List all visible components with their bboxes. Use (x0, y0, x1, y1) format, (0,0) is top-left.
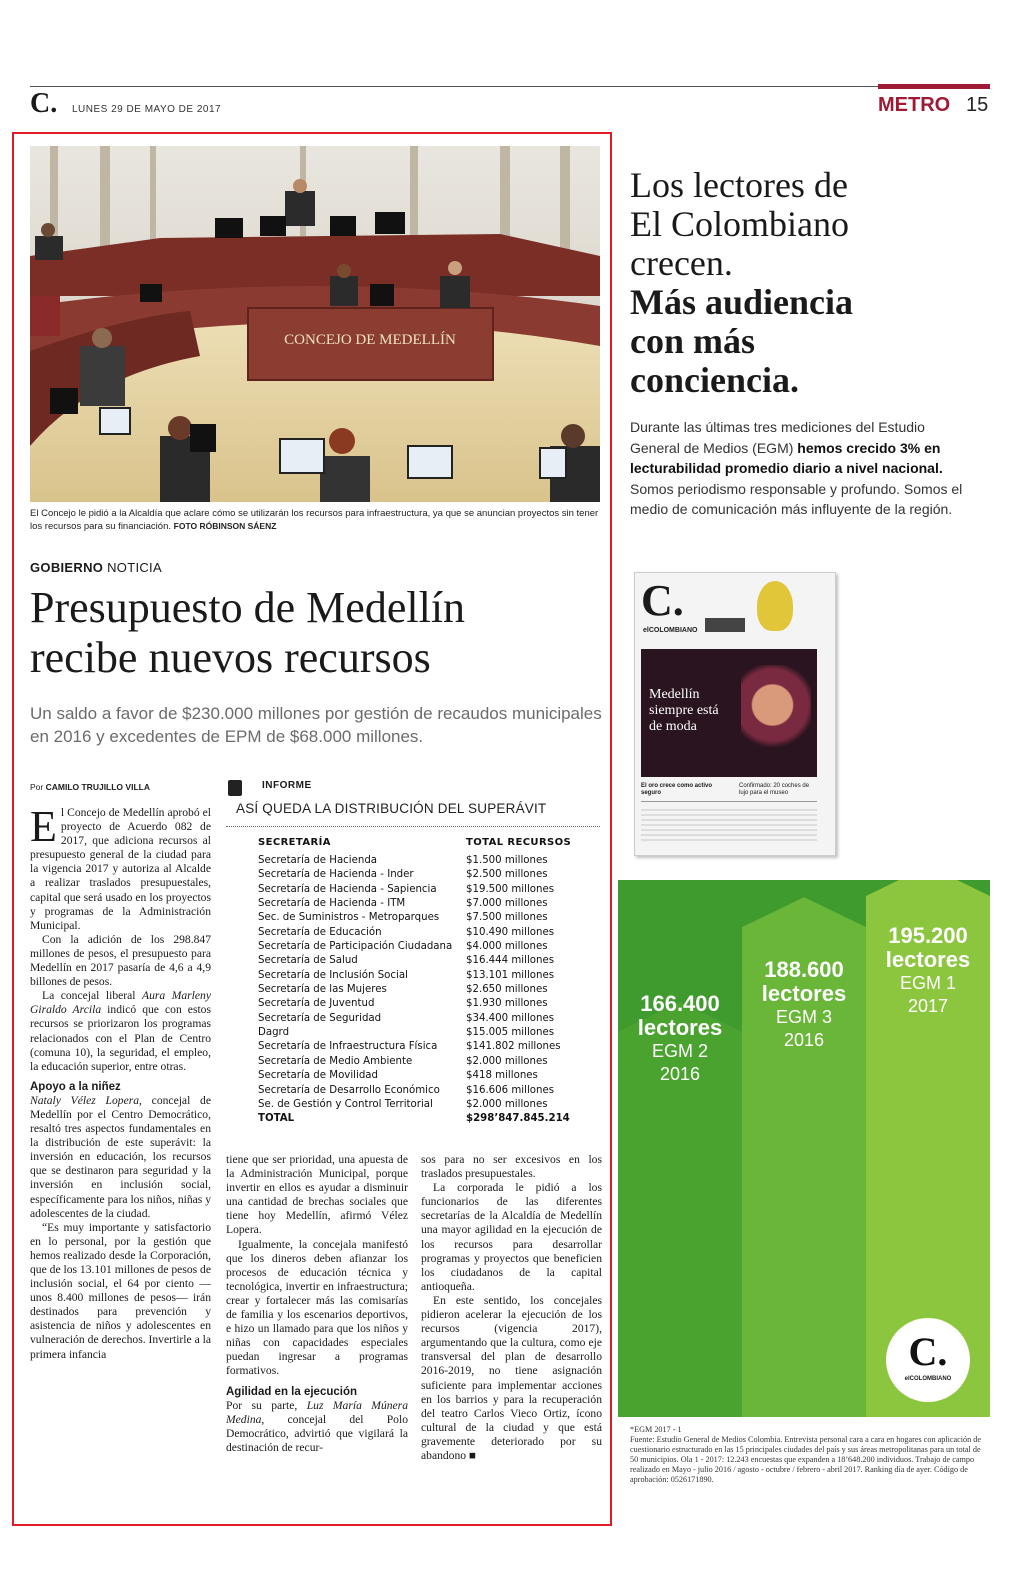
article-column-1 (30, 802, 211, 1362)
secretaria-cell: Secretaría de Participación Ciudadana (258, 941, 453, 953)
total-cell: $141.802 millones (466, 1041, 561, 1053)
cover-story-1: El oro crece como activo seguro (641, 783, 713, 796)
secretaria-cell: Secretaría de Hacienda (258, 855, 378, 866)
cover-headline-1: Medellín (649, 687, 700, 702)
paragraph-1: El Concejo de Medellín aprobó el proyecto de Acuerdo 082 de 2017, que adiciona recursos al presupuesto general de la ciudad para la vigencia 2017 y autoriza al Alcalde a realizar traslados presupuestales, capital que será usado en los proyectos y programas de la Administración Municipal. (30, 802, 211, 932)
secretaria-cell: Secretaría de Seguridad (258, 1012, 382, 1024)
total-cell: $4.000 millones (466, 941, 548, 953)
paragraph-2: Con la adición de los 298.847 millones de pesos, el presupuesto para Medellín en 2017 pasaría de 4,6 a 4,9 billones de pesos. (30, 932, 211, 989)
paragraph-9: sos para no ser excesivos en los traslados presupuestales. (421, 1153, 602, 1181)
secretaria-cell: Secretaría de Infraestructura Física (258, 1041, 438, 1053)
paragraph-10: La corporada le pidió a los funcionarios de las diferentes secretarías de la Alcaldía de Medellín una mayor agilidad en la ejecución de los recursos para desarrollar programas y proyectos que beneficien los ciudadanos de la capital antioqueña. (421, 1181, 602, 1293)
brand-name: elCOLOMBIANO (904, 1376, 952, 1382)
bar-label-egm1-2017: 195.200 lectores EGM 1 2017 (885, 923, 971, 1016)
table-row (258, 926, 598, 940)
council-photo (30, 146, 600, 502)
council-chamber-image (30, 146, 600, 502)
secretaria-cell: Secretaría de Desarrollo Económico (258, 1084, 440, 1096)
paragraph-4: Nataly Vélez Lopera, concejal de Medellín por el Centro Democrático, resaltó tres aspectos fundamentales en la distribución de este superávit: la inversión en educación, los recursos que se destinaron para seguridad y la inversión en inclusión social, específicamente para los niños, niñas y adolescentes de la ciudad. (30, 1093, 211, 1220)
headline (30, 583, 610, 683)
section-name: METRO (878, 94, 951, 116)
ad-headline: Los lectores de El Colombiano crecen. Más audiencia con más conciencia. (630, 165, 854, 400)
informe-divider (226, 826, 600, 827)
section-color-bar (878, 84, 990, 89)
headline-line-2: recibe nuevos recursos (30, 633, 431, 682)
table-row (258, 1084, 598, 1098)
dropcap: E (30, 802, 57, 851)
table-row (258, 1026, 598, 1040)
table-row (258, 969, 598, 983)
table-row (258, 1069, 598, 1083)
total-cell: $19.500 millones (466, 883, 555, 895)
table-row (258, 1055, 598, 1069)
paragraph-7: Igualmente, la concejala manifestó que los dineros deben afianzar los procesos de educación técnica y tecnológica, invertir en infraestructura; crear y fortalecer más las comisarías de familia y los escenarios deportivos, e hizo un llamado para que los niños y niñas con capacidades especiales puedan ingresar a programas formativos. (226, 1237, 408, 1378)
cover-headline-2: siempre está (649, 703, 719, 718)
table-row (258, 897, 598, 911)
secretaria-cell: Secretaría de Medio Ambiente (258, 1055, 413, 1067)
dateline: LUNES 29 DE MAYO DE 2017 (72, 104, 222, 115)
total-cell: $2.000 millones (466, 1055, 548, 1067)
table-header (258, 836, 598, 854)
deck: Un saldo a favor de $230.000 millones por gestión de recaudos municipales en 2016 y excedentes de EPM de $68.000 millones. (30, 704, 602, 746)
footnote-mark: *EGM 2017 - 1 (630, 1425, 682, 1434)
footnote-text: Fuente: Estudio General de Medios Colombia. Entrevista personal cara a cara en hogares con aplicación de cuestionario estructurado en las 15 principales ciudades del país y sus áreas metropolitanas para un total de 50 municipios. Ola 1 - 2017: 12.243 encuestas que expanden a 18’648.200 individuos. Trabajo de campo realizado en Mayo - julio 2016 / agosto - octubre / febrero - abril 2017. Ranking día de ayer. Código de aprobación: 0526171890. (630, 1435, 982, 1484)
ad-footnote (630, 1425, 986, 1485)
informe-title: ASÍ QUEDA LA DISTRIBUCIÓN DEL SUPERÁVIT (236, 801, 547, 816)
total-cell: $7.500 millones (466, 912, 548, 924)
table-row (258, 883, 598, 897)
table-row (258, 911, 598, 925)
newspaper-cover-image (634, 572, 836, 856)
total-cell: $10.490 millones (466, 926, 555, 938)
caption-text: El Concejo le pidió a la Alcaldía que aclare cómo se utilizarán los recursos para infraestructura, ya que se anuncian proyectos sin tener los recursos para su financiación. (30, 508, 599, 532)
table-row (258, 854, 598, 868)
brand-logo: C. (908, 1329, 948, 1374)
total-cell: $13.101 millones (466, 969, 555, 981)
secretaria-cell: Dagrd (258, 1027, 290, 1039)
article-column-2 (226, 1153, 408, 1455)
article-column-3 (421, 1153, 602, 1463)
secretaria-cell: Secretaría de Hacienda - ITM (258, 898, 406, 910)
photo-caption (30, 507, 600, 533)
col-header-total: TOTAL RECURSOS (466, 837, 572, 848)
informe-label: INFORME (262, 780, 312, 791)
total-value: $298’847.845.214 (466, 1113, 570, 1125)
total-cell: $7.000 millones (466, 898, 548, 910)
total-cell: $1.500 millones (466, 855, 548, 866)
paragraph-5: “Es muy importante y satisfactorio en lo personal, por la gestión que hemos realizado desde la Corporación, que de los 13.101 millones de pesos de inclusión social, el 64 por ciento —unos 8.400 millones de pesos— irán destinados para prevención y asistencia de niños y adolescentes en vulneración de derechos. Invertirle a la primera infancia (30, 1220, 211, 1361)
total-cell: $2.500 millones (466, 869, 548, 881)
page-number: 15 (966, 94, 989, 116)
total-cell: $1.930 millones (466, 998, 548, 1010)
paragraph-3: La concejal liberal Aura Marleny Giraldo Arcila indicó que con estos recursos se priorizaron los programas relacionados con el Plan de Centro (comuna 10), la seguridad, el empleo, la educación superior, entre otras. (30, 989, 211, 1073)
cover-illustration (757, 581, 793, 631)
table-row (258, 1040, 598, 1054)
paragraph-8: Por su parte, Luz María Múnera Medina, concejal del Polo Democrático, advirtió que vigilará la destinación de recur- (226, 1398, 408, 1454)
ad-body: Durante las últimas tres mediciones del Estudio General de Medios (EGM) hemos crecido 3% en lecturabilidad promedio diario a nivel nacional. Somos periodismo responsable y profundo. Somos el medio de comunicación más influyente de la región. (630, 419, 963, 517)
paragraph-11: En este sentido, los concejales pidieron acelerar la ejecución de los recursos (vigencia 2017), argumentando que la cultura, como eje transversal del plan de desarrollo 2016-2019, no tiene asignación suficiente para implementar acciones en los barrios y para la recuperación del teatro Carlos Vieco Ortiz, ícono cultural de la ciudad y que está gravemente deteriorado por su abandono ■ (421, 1293, 602, 1462)
total-label: TOTAL (258, 1113, 295, 1125)
total-cell: $34.400 millones (466, 1012, 555, 1024)
table-row (258, 1012, 598, 1026)
table-row (258, 954, 598, 968)
cover-name: elCOLOMBIANO (643, 627, 698, 634)
headline-line-1: Presupuesto de Medellín (30, 583, 466, 632)
cover-photo (641, 649, 817, 777)
paragraph-6: tiene que ser prioridad, una apuesta de la Administración Municipal, porque invertir en ellos es ayudar a disminuir una cantidad de brechas sociales que tiene hoy Medellín, afirmó Vélez Lopera. (226, 1153, 408, 1237)
bar-label-egm3-2016: 188.600 lectores EGM 3 2016 (761, 957, 847, 1050)
col-header-secretaria: SECRETARÍA (258, 837, 331, 848)
kicker: GOBIERNO NOTICIA (30, 560, 162, 575)
cover-logo: C. (641, 576, 684, 625)
cover-thumbnail (705, 618, 745, 632)
total-cell: $2.650 millones (466, 984, 548, 996)
newspaper-logo: C. (30, 88, 58, 119)
secretaria-cell: Secretaría de Inclusión Social (258, 969, 408, 981)
cover-headline-3: de moda (649, 719, 697, 734)
secretaria-cell: Secretaría de Movilidad (258, 1070, 378, 1082)
photo-credit: FOTO RÓBINSON SÁENZ (173, 521, 277, 531)
subhead-apoyo-ninez: Apoyo a la niñez (30, 1080, 121, 1093)
header-rule (30, 86, 990, 87)
secretaria-cell: Secretaría de las Mujeres (258, 984, 387, 996)
table-row (258, 997, 598, 1011)
bar-label-egm2-2016: 166.400 lectores EGM 2 2016 (637, 991, 723, 1084)
secretaria-cell: Secretaría de Educación (258, 926, 382, 938)
concejo-sign: CONCEJO DE MEDELLÍN (284, 332, 456, 348)
document-icon (228, 780, 242, 796)
secretaria-cell: Secretaría de Hacienda - Sapiencia (258, 883, 437, 895)
secretaria-cell: Se. de Gestión y Control Territorial (258, 1098, 433, 1110)
subhead-agilidad: Agilidad en la ejecución (226, 1385, 358, 1398)
total-cell: $15.005 millones (466, 1027, 555, 1039)
brand-logo-circle (886, 1318, 970, 1402)
cover-story-2: Confirmado: 20 coches de lujo para el museo (739, 783, 810, 796)
superavit-table (258, 836, 598, 1127)
secretaria-cell: Secretaría de Salud (258, 955, 358, 967)
table-row (258, 940, 598, 954)
secretaria-cell: Sec. de Suministros - Metroparques (258, 912, 440, 924)
byline: Por CAMILO TRUJILLO VILLA (30, 782, 150, 792)
secretaria-cell: Secretaría de Juventud (258, 998, 375, 1010)
total-cell: $418 millones (466, 1070, 538, 1082)
total-cell: $2.000 millones (466, 1098, 548, 1110)
table-total-row (258, 1112, 598, 1126)
total-cell: $16.444 millones (466, 955, 555, 967)
table-row (258, 868, 598, 882)
table-row (258, 983, 598, 997)
table-row (258, 1098, 598, 1112)
total-cell: $16.606 millones (466, 1084, 555, 1096)
secretaria-cell: Secretaría de Hacienda - Inder (258, 869, 414, 881)
